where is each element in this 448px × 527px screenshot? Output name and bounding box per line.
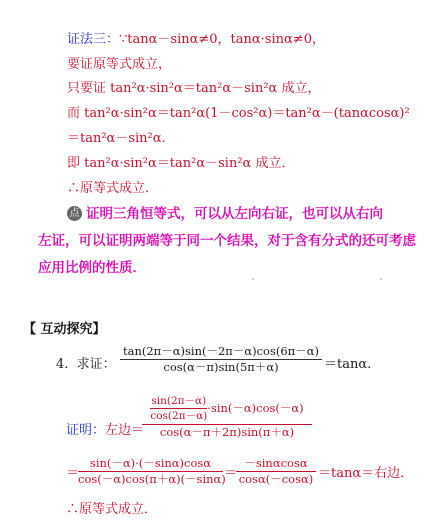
proof-fraction-3 (236, 457, 316, 486)
fraction-2-denominator: cos(－α)cos(π＋α)(－sinα) (78, 472, 226, 486)
proof3-line-2: 要证原等式成立， (67, 57, 172, 72)
equals-sign: ＝ (66, 466, 80, 481)
problem-number (56, 357, 116, 373)
inner-fraction-bar (150, 408, 207, 409)
proof-conclusion: ∴原等式成立． (66, 502, 158, 517)
problem-index: 4. (56, 357, 69, 372)
proof-label: 证明： (66, 423, 106, 438)
problem-fraction (120, 345, 322, 374)
note-line-1: 证明三角恒等式，可以从左向右证，也可以从右向 (86, 206, 383, 222)
note-line-2: 左证，可以证明两端等于同一个结果，对于含有分式的还可考虑 (38, 233, 416, 249)
big-numerator-tail: ·sin(－α)cos(－α) (207, 401, 304, 415)
problem-prompt: 求证： (76, 357, 116, 372)
proof3-line-7: ∴原等式成立． (67, 181, 159, 196)
proof3-line-5: ＝tan²α－sin²α. (67, 131, 166, 146)
proof-lhs-label: 左边＝ (105, 423, 145, 438)
proof3-label: 证法三： (67, 32, 120, 47)
inner-numerator: sin(2π－α) (151, 395, 207, 407)
problem-numerator: tan(2π－α)sin(－2π－α)cos(6π－α) (123, 344, 319, 358)
note-pin-icon: 点 (67, 206, 82, 221)
proof3-condition: ∵tanα－sinα≠0，tanα·sinα≠0， (119, 32, 325, 47)
proof-big-fraction (142, 395, 312, 439)
problem-denominator: cos(α－π)sin(5π＋α) (163, 360, 279, 374)
proof-fraction-2 (78, 456, 226, 486)
inner-denominator: cos(2π－α) (150, 410, 208, 422)
equals-sign: ＝ (224, 466, 238, 481)
faint-dot (380, 278, 382, 280)
proof3-line-6: 即 tan²α·sin²α＝tan²α－sin²α 成立． (67, 156, 295, 171)
section-title: 【 互动探究】 (23, 322, 106, 337)
inner-fraction (150, 395, 207, 422)
note-line-3: 应用比例的性质． (38, 260, 146, 276)
problem-rhs: ＝tanα. (324, 357, 372, 372)
fraction-2-numerator: sin(－α)·(－sinα)cosα (89, 456, 212, 470)
proof3-label-line (67, 32, 325, 48)
fraction-3-numerator: －sinαcosα (244, 456, 308, 470)
faint-dot (252, 278, 254, 280)
proof-tail: ＝tanα＝右边． (318, 466, 414, 481)
proof3-line-3: 只要证 tan²α·sin²α＝tan²α－sin²α 成立， (67, 81, 321, 96)
fraction-3-denominator: cosα(－cosα) (238, 472, 314, 486)
big-denominator: cos(α－π＋2π)sin(π＋α) (159, 425, 295, 439)
proof3-line-4: 而 tan²α·sin²α＝tan²α(1－cos²α)＝tan²α－(tanαcosα)² (67, 106, 410, 121)
